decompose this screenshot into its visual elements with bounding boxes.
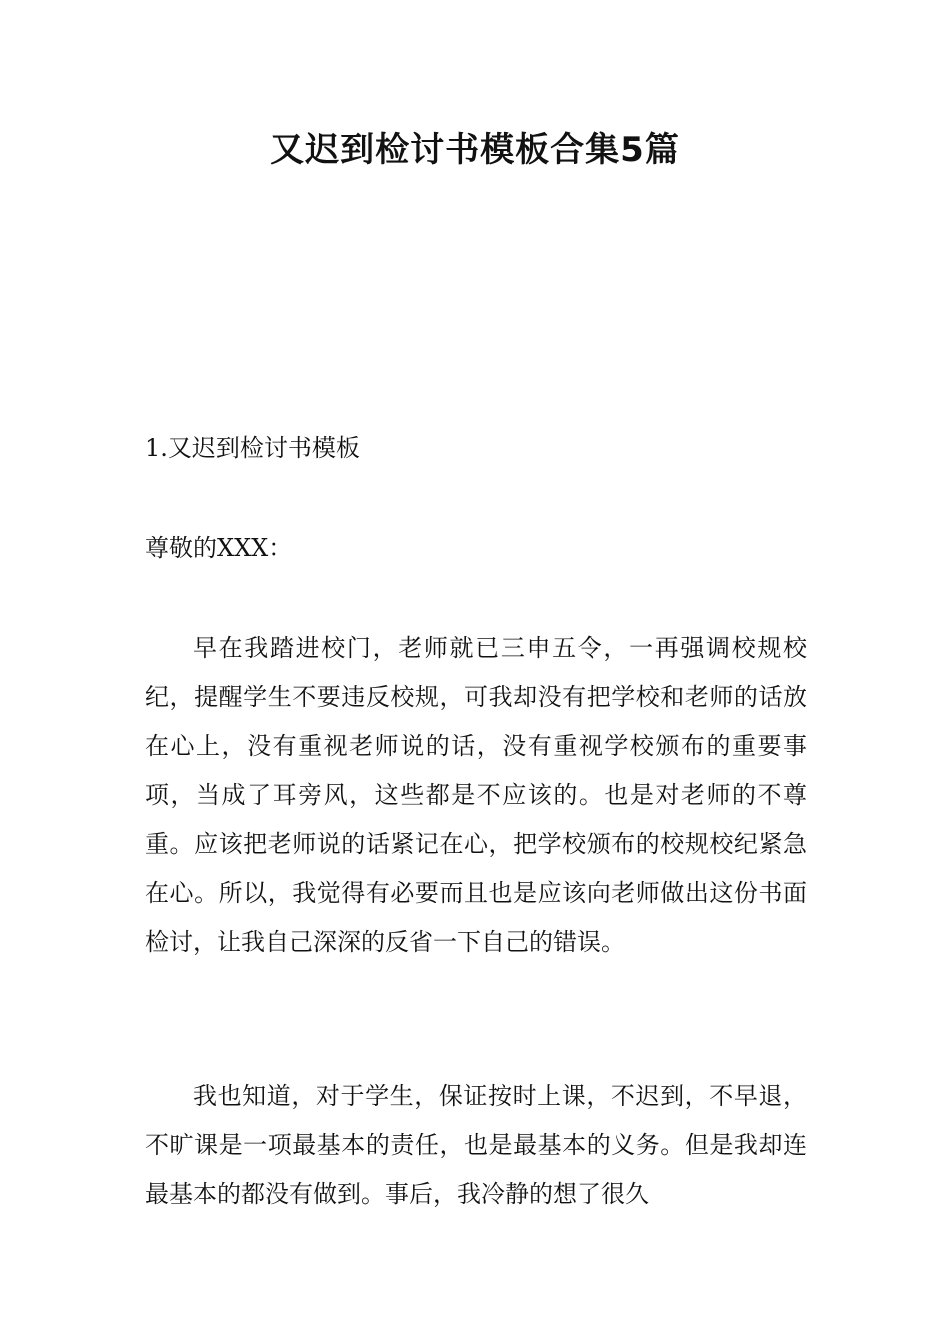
section-heading: 1.又迟到检讨书模板 xyxy=(145,434,360,462)
body-paragraph: 我也知道，对于学生，保证按时上课，不迟到，不早退，不旷课是一项最基本的责任，也是最基本的义务。但是我却连最基本的都没有做到。事后，我冷静的想了很久 xyxy=(145,1082,807,1208)
body-paragraph: 早在我踏进校门，老师就已三申五令，一再强调校规校纪，提醒学生不要违反校规，可我却没有把学校和老师的话放在心上，没有重视老师说的话，没有重视学校颁布的重要事项，当成了耳旁风，这些都是不应该的。也是对老师的不尊重。应该把老师说的话紧记在心，把学校颁布的校规校纪紧急在心。所以，我觉得有必要而且也是应该向老师做出这份书面检讨，让我自己深深的反省一下自己的错误。 xyxy=(145,634,807,956)
salutation: 尊敬的XXX： xyxy=(145,534,293,562)
document-title: 又迟到检讨书模板合集5篇 xyxy=(270,130,680,170)
